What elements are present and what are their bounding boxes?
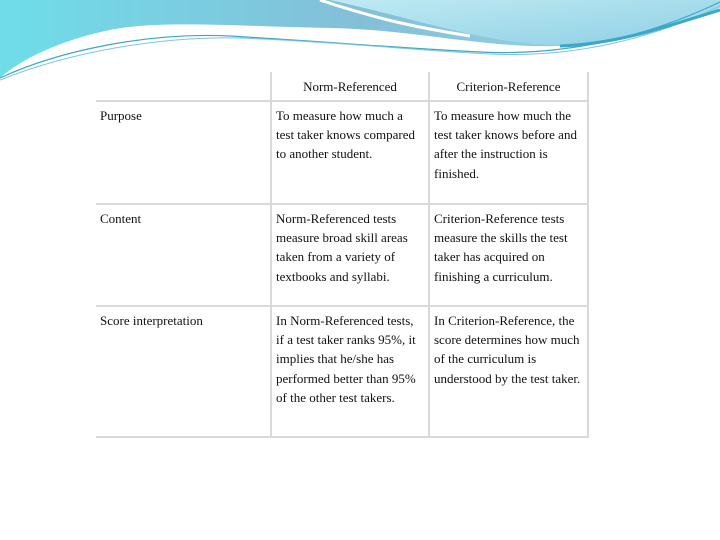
row-label: Content [100,211,142,226]
norm-cell: Norm-Referenced tests measure broad skill areas taken from a variety of textbooks and syllabi. [270,205,428,305]
criterion-cell: Criterion-Reference tests measure the skills the test taker has acquired on finishing a curriculum. [428,205,589,305]
table-row [96,305,589,438]
table-header-row [96,72,589,100]
table-row [96,100,589,203]
row-label: Purpose [100,108,142,123]
header-norm-referenced: Norm-Referenced [270,72,428,100]
table-row [96,203,589,305]
row-label: Score interpretation [100,313,203,328]
norm-cell: To measure how much a test taker knows compared to another student. [270,102,428,203]
norm-cell: In Norm-Referenced tests, if a test taker ranks 95%, it implies that he/she has performed better than 95% of the other test takers. [270,307,428,436]
header-criterion-reference: Criterion-Reference [428,72,589,100]
criterion-cell: To measure how much the test taker knows before and after the instruction is finished. [428,102,589,203]
criterion-cell: In Criterion-Reference, the score determines how much of the curriculum is understood by the test taker. [428,307,589,436]
header-empty-cell [96,72,270,100]
